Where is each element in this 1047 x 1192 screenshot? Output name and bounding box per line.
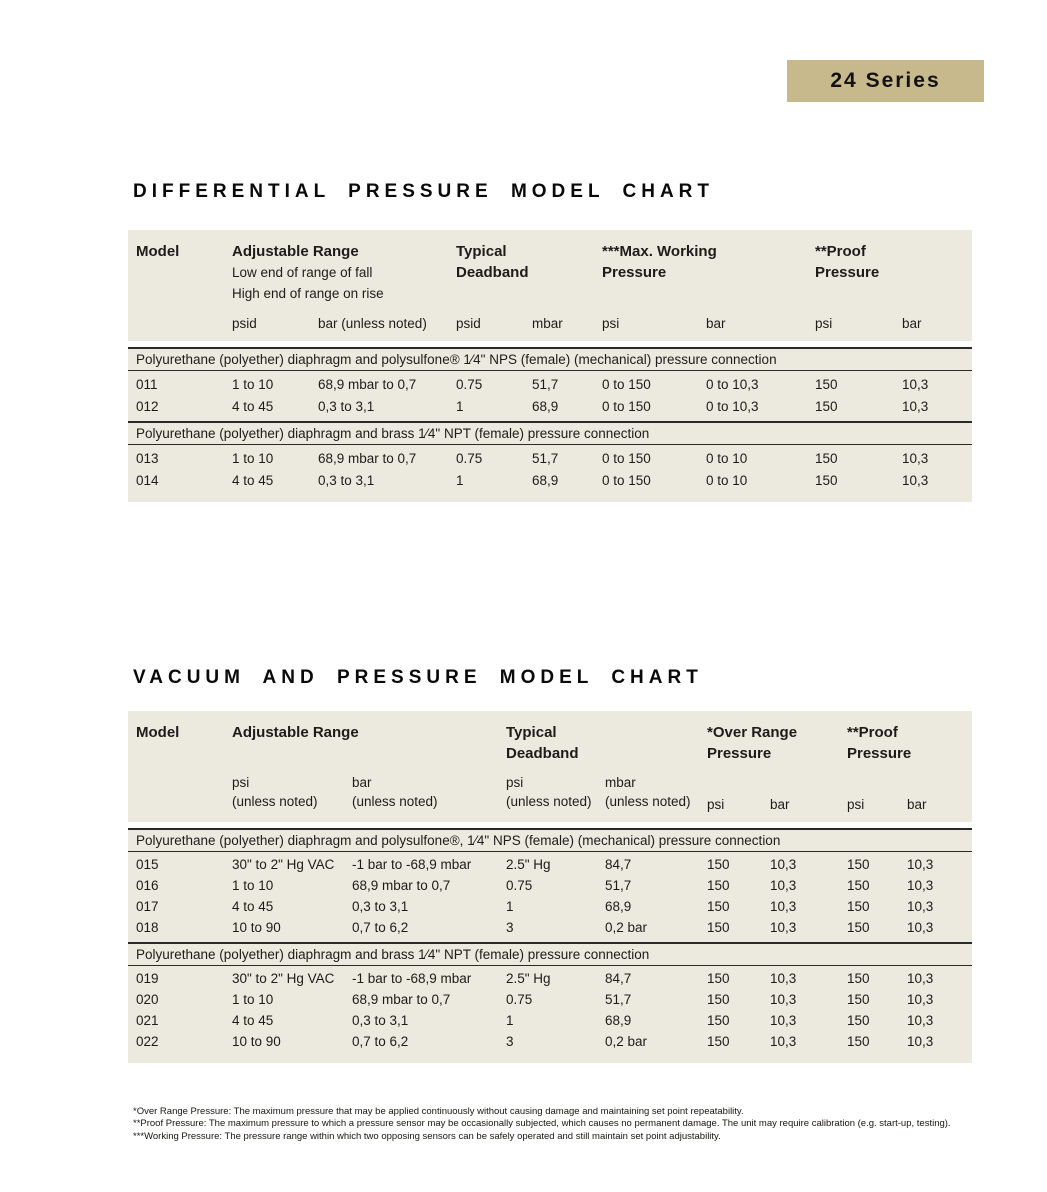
value-cell: 51,7 (605, 878, 632, 893)
value-cell: 1 to 10 (232, 878, 274, 893)
value-cell: 1 (456, 398, 464, 414)
value-cell: 10,3 (907, 992, 934, 1007)
value-cell: 1 to 10 (232, 992, 274, 1007)
value-cell: 1 to 10 (232, 450, 274, 466)
unit-header (706, 315, 815, 332)
unit-label: bar (unless noted) (318, 316, 427, 331)
group-title-line: *Over Range (707, 724, 798, 741)
section-label: Polyurethane (polyether) diaphragm and brass 1⁄4" NPT (female) pressure connection (128, 942, 972, 966)
value-cell: 0 to 150 (602, 398, 651, 414)
value-cell: 84,7 (605, 857, 632, 872)
unit-header (352, 774, 506, 813)
value-cell: 10,3 (770, 899, 797, 914)
section-rows (128, 852, 972, 942)
unit-note: (unless noted) (352, 794, 438, 809)
value-cell: 150 (847, 1013, 870, 1028)
value-cell: 150 (815, 450, 838, 466)
unit-header (605, 774, 707, 813)
value-cell: 0 to 10 (706, 472, 748, 488)
unit-header (907, 796, 972, 813)
value-cell: 150 (815, 472, 838, 488)
unit-note: (unless noted) (605, 794, 691, 809)
unit-label: psi (815, 316, 833, 331)
value-cell: 10,3 (902, 450, 929, 466)
value-cell: 10,3 (907, 1034, 934, 1049)
model-number-cell: 017 (136, 899, 159, 914)
model-number-cell: 018 (136, 920, 159, 935)
value-cell: 10,3 (770, 992, 797, 1007)
value-cell: 84,7 (605, 971, 632, 986)
model-number-cell: 022 (136, 1034, 159, 1049)
value-cell: 4 to 45 (232, 1013, 274, 1028)
value-cell: 1 (506, 1013, 514, 1028)
unit-note: (unless noted) (506, 794, 592, 809)
value-cell: 51,7 (605, 992, 632, 1007)
section-label: Polyurethane (polyether) diaphragm and polysulfone® 1⁄4" NPS (female) (mechanical) pressure connection (128, 347, 972, 371)
value-cell: 68,9 (605, 899, 632, 914)
unit-label: bar (352, 775, 372, 790)
section-rows (128, 445, 972, 495)
model-number-cell: 012 (136, 398, 159, 414)
value-cell: 1 to 10 (232, 376, 274, 392)
value-cell: 0,7 to 6,2 (352, 1034, 409, 1049)
value-cell: 10,3 (907, 899, 934, 914)
section-label: Polyurethane (polyether) diaphragm and brass 1⁄4" NPT (female) pressure connection (128, 421, 972, 445)
value-cell: 0,3 to 3,1 (352, 899, 409, 914)
value-cell: 150 (707, 899, 730, 914)
value-cell: 51,7 (532, 376, 559, 392)
column-group-header (232, 722, 506, 774)
section-rows (128, 371, 972, 421)
value-cell: 0 to 150 (602, 472, 651, 488)
group-title-line: ***Max. Working (602, 243, 717, 260)
group-title-line: **Proof (815, 243, 866, 260)
value-cell: 68,9 mbar to 0,7 (352, 878, 451, 893)
value-cell: 0.75 (506, 878, 533, 893)
value-cell: 3 (506, 920, 514, 935)
value-cell: 68,9 (532, 472, 559, 488)
column-header-model: Model (136, 724, 180, 741)
value-cell: 68,9 (532, 398, 559, 414)
differential-chart-body (128, 347, 972, 502)
value-cell: 0,3 to 3,1 (318, 398, 375, 414)
value-cell: 10,3 (907, 857, 934, 872)
value-cell: 150 (815, 376, 838, 392)
value-cell: 3 (506, 1034, 514, 1049)
value-cell: 4 to 45 (232, 472, 274, 488)
value-cell: 0,2 bar (605, 1034, 648, 1049)
unit-header (815, 315, 902, 332)
value-cell: 10,3 (770, 1034, 797, 1049)
value-cell: 150 (815, 398, 838, 414)
value-cell: 0.75 (456, 376, 483, 392)
group-title-line: Pressure (847, 745, 912, 762)
unit-label: bar (706, 316, 726, 331)
value-cell: 150 (847, 857, 870, 872)
column-group-header (815, 241, 970, 315)
value-cell: 150 (847, 878, 870, 893)
section-rows (128, 966, 972, 1056)
value-cell: 10,3 (770, 878, 797, 893)
value-cell: 150 (847, 992, 870, 1007)
value-cell: 0 to 10 (706, 450, 748, 466)
value-cell: 1 (456, 472, 464, 488)
model-number-cell: 019 (136, 971, 159, 986)
value-cell: 4 to 45 (232, 899, 274, 914)
value-cell: 0 to 10,3 (706, 376, 759, 392)
value-cell: 10,3 (902, 398, 929, 414)
value-cell: 10,3 (907, 971, 934, 986)
value-cell: 4 to 45 (232, 398, 274, 414)
value-cell: 68,9 mbar to 0,7 (318, 376, 417, 392)
footnote: **Proof Pressure: The maximum pressure to which a pressure sensor may be occasionally subjected, which causes no permanent damage. The unit may require calibration (e.g. start-up, testing). (133, 1118, 951, 1130)
value-cell: 150 (707, 971, 730, 986)
value-cell: 10,3 (907, 1013, 934, 1028)
unit-label: psid (232, 316, 257, 331)
value-cell: 2.5" Hg (506, 857, 551, 872)
unit-header (602, 315, 706, 332)
unit-header (847, 796, 907, 813)
series-badge: 24 Series (787, 60, 984, 102)
value-cell: 150 (707, 878, 730, 893)
unit-label: mbar (605, 775, 636, 790)
model-number-cell: 016 (136, 878, 159, 893)
group-title-line: Pressure (602, 264, 667, 281)
group-title-line: Typical (506, 724, 557, 741)
column-header-model: Model (136, 243, 180, 260)
value-cell: 68,9 mbar to 0,7 (318, 450, 417, 466)
unit-header (770, 796, 847, 813)
unit-label: psid (456, 316, 481, 331)
model-number-cell: 015 (136, 857, 159, 872)
value-cell: 10,3 (902, 472, 929, 488)
section-label: Polyurethane (polyether) diaphragm and polysulfone®, 1⁄4" NPS (female) (mechanical) pressure connection (128, 828, 972, 852)
group-title-line: Adjustable Range (232, 724, 359, 741)
value-cell: 150 (707, 1013, 730, 1028)
unit-label: mbar (532, 316, 563, 331)
column-group-header (232, 241, 456, 315)
unit-label: psi (707, 797, 725, 812)
unit-header (318, 315, 456, 332)
unit-header (232, 774, 352, 813)
value-cell: 150 (707, 992, 730, 1007)
value-cell: 0 to 150 (602, 450, 651, 466)
vacuum-chart-header (128, 711, 972, 822)
footnote: *Over Range Pressure: The maximum pressure that may be applied continuously without causing damage and maintaining set point repeatability. (133, 1106, 744, 1117)
vacuum-chart-body (128, 828, 972, 1063)
group-title-line: Adjustable Range (232, 243, 359, 260)
value-cell: 150 (847, 899, 870, 914)
value-cell: 0,2 bar (605, 920, 648, 935)
unit-note: (unless noted) (232, 794, 318, 809)
value-cell: 150 (707, 857, 730, 872)
value-cell: 150 (847, 1034, 870, 1049)
value-cell: 10,3 (907, 878, 934, 893)
unit-label: bar (770, 797, 790, 812)
value-cell: -1 bar to -68,9 mbar (352, 857, 472, 872)
group-title-line: Typical (456, 243, 507, 260)
differential-chart-title: DIFFERENTIAL PRESSURE MODEL CHART (133, 181, 714, 202)
unit-header (902, 315, 970, 332)
group-subtitle-line: High end of range on rise (232, 286, 384, 301)
group-title-line: **Proof (847, 724, 898, 741)
value-cell: 30" to 2" Hg VAC (232, 971, 335, 986)
model-number-cell: 011 (136, 376, 158, 392)
value-cell: 0.75 (506, 992, 533, 1007)
value-cell: 30" to 2" Hg VAC (232, 857, 335, 872)
unit-header (232, 315, 318, 332)
group-title-line: Deadband (456, 264, 529, 281)
value-cell: 10,3 (770, 857, 797, 872)
value-cell: 10,3 (902, 376, 929, 392)
value-cell: 51,7 (532, 450, 559, 466)
unit-label: psi (506, 775, 524, 790)
value-cell: 10,3 (770, 971, 797, 986)
group-title-line: Deadband (506, 745, 579, 762)
column-group-header (456, 241, 602, 315)
value-cell: 0.75 (456, 450, 483, 466)
unit-label: psi (847, 797, 865, 812)
value-cell: 0,3 to 3,1 (318, 472, 375, 488)
value-cell: 0,7 to 6,2 (352, 920, 409, 935)
value-cell: 10 to 90 (232, 1034, 281, 1049)
group-title-line: Pressure (707, 745, 772, 762)
unit-header (506, 774, 605, 813)
differential-chart-header (128, 230, 972, 341)
value-cell: 68,9 (605, 1013, 632, 1028)
unit-label: bar (907, 797, 927, 812)
value-cell: 1 (506, 899, 514, 914)
model-number-cell: 021 (136, 1013, 159, 1028)
value-cell: 0 to 150 (602, 376, 651, 392)
value-cell: 10,3 (770, 1013, 797, 1028)
group-subtitle-line: Low end of range of fall (232, 265, 373, 280)
unit-label: psi (602, 316, 620, 331)
model-number-cell: 013 (136, 450, 159, 466)
footnotes (133, 1106, 963, 1143)
model-number-cell: 014 (136, 472, 159, 488)
value-cell: 150 (847, 920, 870, 935)
column-group-header (847, 722, 972, 774)
value-cell: 2.5" Hg (506, 971, 551, 986)
value-cell: 10,3 (770, 920, 797, 935)
unit-label: bar (902, 316, 922, 331)
value-cell: 68,9 mbar to 0,7 (352, 992, 451, 1007)
vacuum-chart-title: VACUUM AND PRESSURE MODEL CHART (133, 667, 703, 688)
value-cell: -1 bar to -68,9 mbar (352, 971, 472, 986)
footnote: ***Working Pressure: The pressure range within which two opposing sensors can be safely operated and still maintain set point adjustability. (133, 1130, 721, 1142)
value-cell: 10 to 90 (232, 920, 281, 935)
value-cell: 10,3 (907, 920, 934, 935)
column-group-header (707, 722, 847, 774)
value-cell: 0,3 to 3,1 (352, 1013, 409, 1028)
unit-header (707, 796, 770, 813)
column-group-header (602, 241, 815, 315)
value-cell: 150 (847, 971, 870, 986)
value-cell: 150 (707, 1034, 730, 1049)
unit-label: psi (232, 775, 250, 790)
column-group-header (506, 722, 707, 774)
value-cell: 150 (707, 920, 730, 935)
unit-header (456, 315, 532, 332)
model-number-cell: 020 (136, 992, 159, 1007)
unit-header (532, 315, 602, 332)
value-cell: 0 to 10,3 (706, 398, 759, 414)
group-title-line: Pressure (815, 264, 880, 281)
